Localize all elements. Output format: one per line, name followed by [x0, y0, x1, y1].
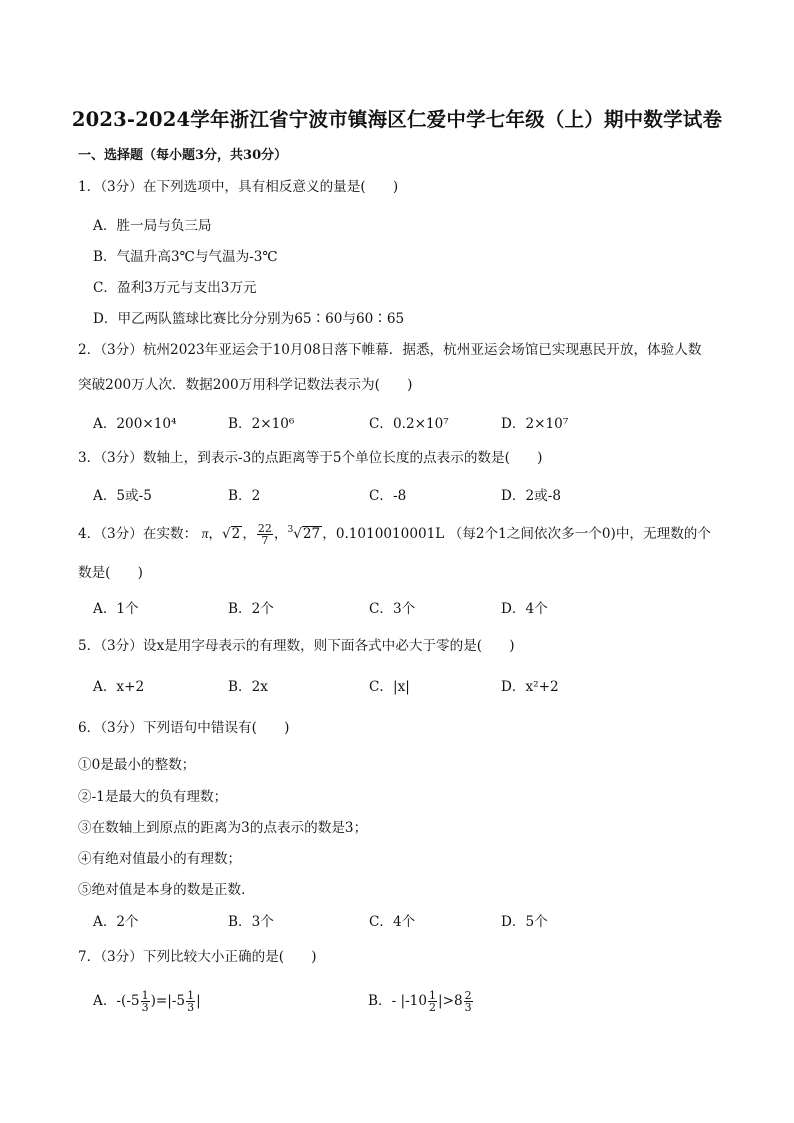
question-2-option-c: C．0.2×10⁷ [369, 416, 449, 432]
option-a-label: A． [93, 993, 117, 1009]
pi-symbol: π [201, 526, 209, 541]
question-4-stem: 4．（3分）在实数： π，√2 ， $\frac{22}{7}$ ，$^3$√27 ，0.1010010001L （每2个1之间依次多一个0)中，无理数的个 [78, 522, 711, 547]
question-6-stem: 6．（3分）下列语句中错误有( ) [78, 720, 290, 736]
question-6-statement-3: ③在数轴上到原点的距离为3的点表示的数是3； [78, 820, 368, 836]
question-2-options [93, 414, 733, 434]
question-7-option-b [368, 990, 474, 1013]
question-4-option-c: C．3个 [369, 601, 416, 617]
fraction-numerator: 1 [428, 989, 436, 1002]
question-4-options [93, 599, 733, 619]
fraction-22-7 [257, 523, 273, 546]
question-5-option-c: C．|x| [369, 679, 410, 695]
question-3-option-d: D．2或-8 [501, 488, 561, 504]
fraction-2-3 [464, 990, 473, 1013]
question-5-option-d: D．x²+2 [501, 679, 559, 695]
question-2-line-1: 2．（3分）杭州2023年亚运会于10月08日落下帷幕．据悉，杭州亚运会场馆已实现惠民开放，体验人数 [78, 342, 702, 358]
fraction-denominator: 3 [464, 1001, 472, 1014]
question-4-option-d: D．4个 [501, 601, 548, 617]
question-6-option-c: C．4个 [369, 914, 416, 930]
option-b-expr-mid: |>8 [437, 993, 463, 1009]
question-3-option-a: A．5或-5 [93, 488, 152, 504]
question-6-statement-1: ①0是最小的整数； [78, 757, 196, 773]
question-6-statement-2: ②-1是最大的负有理数； [78, 789, 228, 805]
fraction-numerator: 22 [257, 522, 272, 535]
question-7-stem: 7．（3分）下列比较大小正确的是( ) [78, 949, 317, 965]
question-4-option-a: A．1个 [93, 601, 139, 617]
question-2-option-b: B．2×10⁶ [228, 416, 295, 432]
fraction-denominator: 3 [187, 1001, 195, 1014]
question-1-option-b: B．气温升高3℃与气温为-3℃ [93, 249, 278, 265]
question-3-option-c: C．-8 [369, 488, 407, 504]
question-3-option-b: B．2 [228, 488, 261, 504]
cube-root-index: 3 [287, 525, 294, 535]
question-3-options [93, 486, 733, 506]
question-5-options [93, 677, 733, 697]
fraction-denominator: 2 [428, 1001, 436, 1014]
question-6-option-d: D．5个 [501, 914, 548, 930]
question-4-prefix: 4．（3分）在实数： [78, 526, 198, 542]
fraction-denominator: 7 [261, 534, 269, 547]
fraction-numerator: 1 [187, 989, 195, 1002]
question-6-options [93, 912, 733, 932]
question-5-option-a: A．x+2 [93, 679, 145, 695]
fraction-1-3-a [141, 990, 150, 1013]
question-2-option-d: D．2×10⁷ [501, 416, 569, 432]
question-3-stem: 3．（3分）数轴上，到表示-3的点距离等于5个单位长度的点表示的数是( ) [78, 450, 543, 466]
fraction-1-3-b [186, 990, 195, 1013]
question-2-option-a: A．200×10⁴ [93, 416, 177, 432]
question-1-stem: 1．（3分）在下列选项中，具有相反意义的量是( ) [78, 179, 399, 195]
sqrt-2: 2 [231, 526, 241, 542]
page-title: 2023-2024学年浙江省宁波市镇海区仁爱中学七年级（上）期中数学试卷 [71, 108, 723, 131]
question-5-option-b: B．2x [228, 679, 268, 695]
option-b-expr-left: - |-10 [391, 993, 427, 1009]
question-7-option-a [93, 990, 201, 1013]
question-5-stem: 5．（3分）设x是用字母表示的有理数，则下面各式中必大于零的是( ) [78, 638, 515, 654]
question-1-option-d: D．甲乙两队篮球比赛比分分别为65∶60与60∶65 [93, 311, 405, 327]
fraction-denominator: 3 [141, 1001, 149, 1014]
question-6-option-b: B．3个 [228, 914, 274, 930]
fraction-numerator: 1 [141, 989, 149, 1002]
question-1-option-a: A．胜一局与负三局 [93, 218, 212, 234]
section-heading: 一、选择题（每小题3分，共30分） [78, 148, 288, 163]
question-2-line-2: 突破200万人次．数据200万用科学记数法表示为( ) [78, 377, 413, 393]
option-a-expr-mid: )=|-5 [150, 993, 186, 1009]
option-a-expr-right: | [196, 993, 201, 1009]
question-6-statement-5: ⑤绝对值是本身的数是正数． [78, 882, 255, 898]
fraction-1-2 [428, 990, 437, 1013]
question-4-option-b: B．2个 [228, 601, 274, 617]
option-b-label: B． [368, 993, 392, 1009]
question-6-statement-4: ④有绝对值最小的有理数； [78, 851, 242, 867]
question-4-line-2: 数是( ) [78, 565, 143, 581]
question-1-option-c: C．盈利3万元与支出3万元 [93, 280, 257, 296]
cube-root-27: 27 [302, 526, 321, 542]
option-a-expr-left: -(-5 [116, 993, 140, 1009]
question-7-options [93, 990, 733, 1020]
fraction-numerator: 2 [464, 989, 472, 1002]
question-4-suffix: （每2个1之间依次多一个0)中，无理数的个 [448, 526, 711, 542]
repeating-decimal: 0.1010010001L [335, 526, 445, 542]
question-6-option-a: A．2个 [93, 914, 139, 930]
